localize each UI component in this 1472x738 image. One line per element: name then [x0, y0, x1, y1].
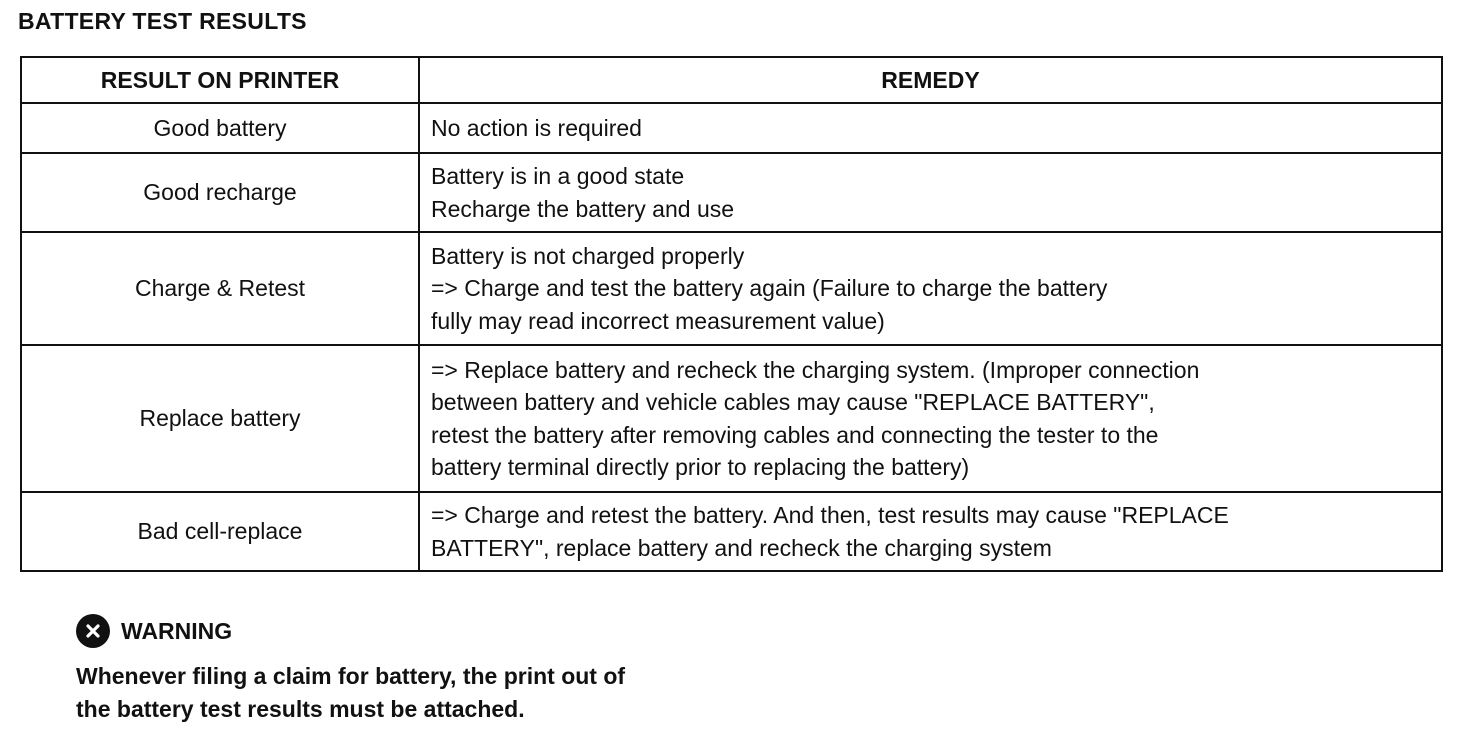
- result-cell: Charge & Retest: [21, 232, 419, 345]
- remedy-line: fully may read incorrect measurement value): [431, 307, 885, 334]
- warning-heading: [76, 614, 232, 648]
- table-row: [21, 232, 1442, 345]
- result-cell: Good recharge: [21, 153, 419, 232]
- remedy-line: Battery is not charged properly: [431, 242, 745, 269]
- warning-line: the battery test results must be attached.: [76, 696, 525, 722]
- column-header-remedy: REMEDY: [419, 57, 1442, 103]
- battery-results-table: [20, 56, 1443, 572]
- remedy-cell: [419, 232, 1442, 345]
- result-cell: Bad cell-replace: [21, 492, 419, 571]
- remedy-line: BATTERY", replace battery and recheck the charging system: [431, 534, 1052, 561]
- remedy-line: between battery and vehicle cables may cause "REPLACE BATTERY",: [431, 389, 1155, 415]
- remedy-line: No action is required: [431, 114, 642, 141]
- remedy-line: => Charge and test the battery again (Failure to charge the battery: [431, 275, 1108, 302]
- result-cell: Replace battery: [21, 345, 419, 492]
- remedy-cell: [419, 492, 1442, 571]
- warning-label: WARNING: [121, 617, 233, 644]
- column-header-result: RESULT ON PRINTER: [21, 57, 419, 103]
- result-cell: Good battery: [21, 103, 419, 153]
- remedy-line: retest the battery after removing cables and connecting the tester to the: [431, 421, 1159, 448]
- warning-line: Whenever filing a claim for battery, the print out of: [76, 663, 626, 689]
- remedy-cell: [419, 153, 1442, 232]
- page-title: BATTERY TEST RESULTS: [18, 8, 307, 34]
- remedy-line: Recharge the battery and use: [431, 195, 735, 222]
- warning-text: [76, 660, 625, 726]
- table-row: [21, 345, 1442, 492]
- table-header-row: [21, 57, 1442, 103]
- remedy-line: => Replace battery and recheck the charging system. (Improper connection: [431, 356, 1200, 383]
- remedy-cell: [419, 103, 1442, 153]
- remedy-line: Battery is in a good state: [431, 163, 685, 189]
- x-circle-icon: [76, 614, 110, 648]
- table-row: [21, 103, 1442, 153]
- table-row: [21, 492, 1442, 571]
- remedy-cell: [419, 345, 1442, 492]
- remedy-line: battery terminal directly prior to replacing the battery): [431, 454, 970, 480]
- remedy-line: => Charge and retest the battery. And then, test results may cause "REPLACE: [431, 502, 1229, 528]
- table-row: [21, 153, 1442, 232]
